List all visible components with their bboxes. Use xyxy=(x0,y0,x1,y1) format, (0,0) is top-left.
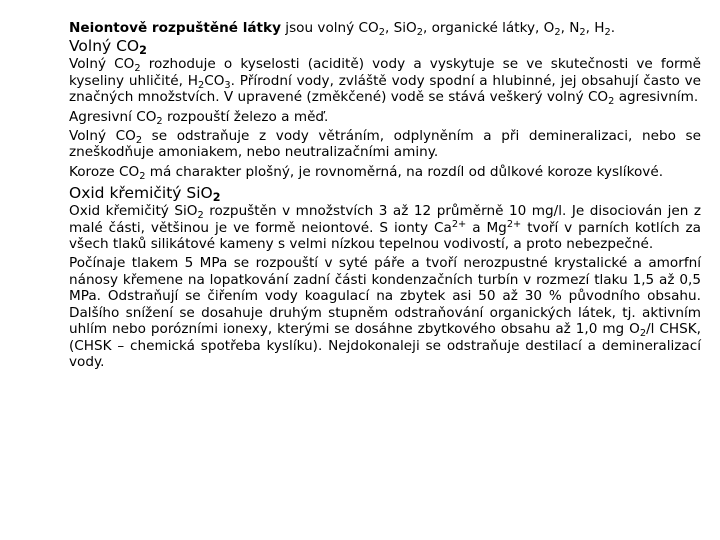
sio2-heading xyxy=(69,184,701,203)
sio2-paragraph-concentration xyxy=(69,203,701,252)
paragraph-text: Oxid křemičitý SiO xyxy=(69,203,198,220)
intro-text: , H xyxy=(585,20,605,36)
subscript: 2 xyxy=(416,27,423,38)
paragraph-text: rozpuštěn v množstvích 3 až 12 průměrně 10 mg/l. Je disociován jen z malé části, většinou je ve formě neiontové. S ionty Ca xyxy=(69,203,701,236)
subscript: 2 xyxy=(139,44,147,58)
paragraph-text: Volný CO xyxy=(69,56,135,73)
heading-text: Volný CO xyxy=(69,37,140,56)
intro-text: , organické látky, O xyxy=(422,20,555,36)
paragraph-text: agresivním. xyxy=(614,89,699,106)
subscript: 2 xyxy=(579,27,586,38)
paragraph-text: tvoří v parních kotlích za všech tlaků silikátové kameny s velmi nízkou tepelnou vodivostí, a proto nebezpečné. xyxy=(69,219,701,253)
paragraph-text: Počínaje tlakem 5 MPa se rozpouští v syté páře a tvoří nerozpustné krystalické a amorfní nánosy křemene na lopatkování zadní části kondenzačních turbín v rozmezí tlaku 1,5 až 0,5 MPa. Odstraňují se čiřením vody koagulací na zbytek asi 50 až 30 % původního obsahu. Dalšího snížení se dosahuje druhým stupněm odstraňování organických látek, tj. aktivním uhlím nebo porózními ionexy, kterými se dosáhne zbytkového obsahu až 1,0 mg O xyxy=(69,255,701,338)
subscript: 2 xyxy=(378,27,385,38)
subscript: 2 xyxy=(639,328,647,340)
co2-paragraph-acidity xyxy=(69,56,701,108)
paragraph-text: má charakter plošný, je rovnoměrná, na rozdíl od důlkové koroze kyslíkové. xyxy=(145,163,664,180)
paragraph-text: . Přírodní vody, zvláště vody spodní a hlubinné, jej obsahují často ve značných množstvích. V upravené (změkčené) vodě se stává veškerý volný CO xyxy=(69,72,701,106)
intro-paragraph xyxy=(69,20,701,36)
intro-bold-term: Neiontově rozpuštěné látky xyxy=(69,20,281,36)
co2-paragraph-aggressive xyxy=(69,109,701,125)
subscript: 2 xyxy=(139,170,146,182)
subscript: 2 xyxy=(604,27,611,38)
superscript: 2+ xyxy=(451,218,467,230)
paragraph-text: CO xyxy=(204,72,225,89)
paragraph-text: Koroze CO xyxy=(69,163,140,180)
co2-heading xyxy=(69,37,701,56)
intro-text: jsou volný CO xyxy=(280,20,379,36)
intro-text: , SiO xyxy=(384,20,417,36)
co2-paragraph-removal xyxy=(69,128,701,161)
subscript: 2 xyxy=(197,210,204,222)
subscript: 2 xyxy=(212,191,221,205)
document-body xyxy=(69,20,701,370)
sio2-paragraph-removal xyxy=(69,255,701,370)
paragraph-text: se odstraňuje z vody větráním, odplyněním a při demineralizaci, nebo se zneškodňuje amoniakem, nebo neutralizačními aminy. xyxy=(69,128,701,161)
intro-text: , N xyxy=(560,20,580,36)
paragraph-text: Agresivní CO xyxy=(69,108,157,125)
co2-paragraph-corrosion xyxy=(69,164,701,180)
subscript: 2 xyxy=(608,96,615,108)
subscript: 2 xyxy=(156,115,163,127)
heading-text: Oxid křemičitý SiO xyxy=(69,184,213,203)
paragraph-text: rozhoduje o kyselosti (aciditě) vody a vyskytuje se ve skutečnosti ve formě kyseliny uhličité, H xyxy=(69,56,701,89)
paragraph-text: a Mg xyxy=(466,219,507,236)
subscript: 2 xyxy=(197,79,205,91)
paragraph-text: rozpouští železo a měď. xyxy=(162,108,329,125)
intro-text: . xyxy=(610,20,616,36)
paragraph-text: Volný CO xyxy=(69,128,136,145)
subscript: 3 xyxy=(224,79,231,91)
paragraph-text: /l CHSK, (CHSK – chemická spotřeba kyslíku). Nejdokonaleji se odstraňuje destilací a demineralizací vody. xyxy=(69,321,701,370)
subscript: 2 xyxy=(554,27,561,38)
superscript: 2+ xyxy=(506,218,522,230)
subscript: 2 xyxy=(135,135,143,147)
subscript: 2 xyxy=(134,63,141,75)
